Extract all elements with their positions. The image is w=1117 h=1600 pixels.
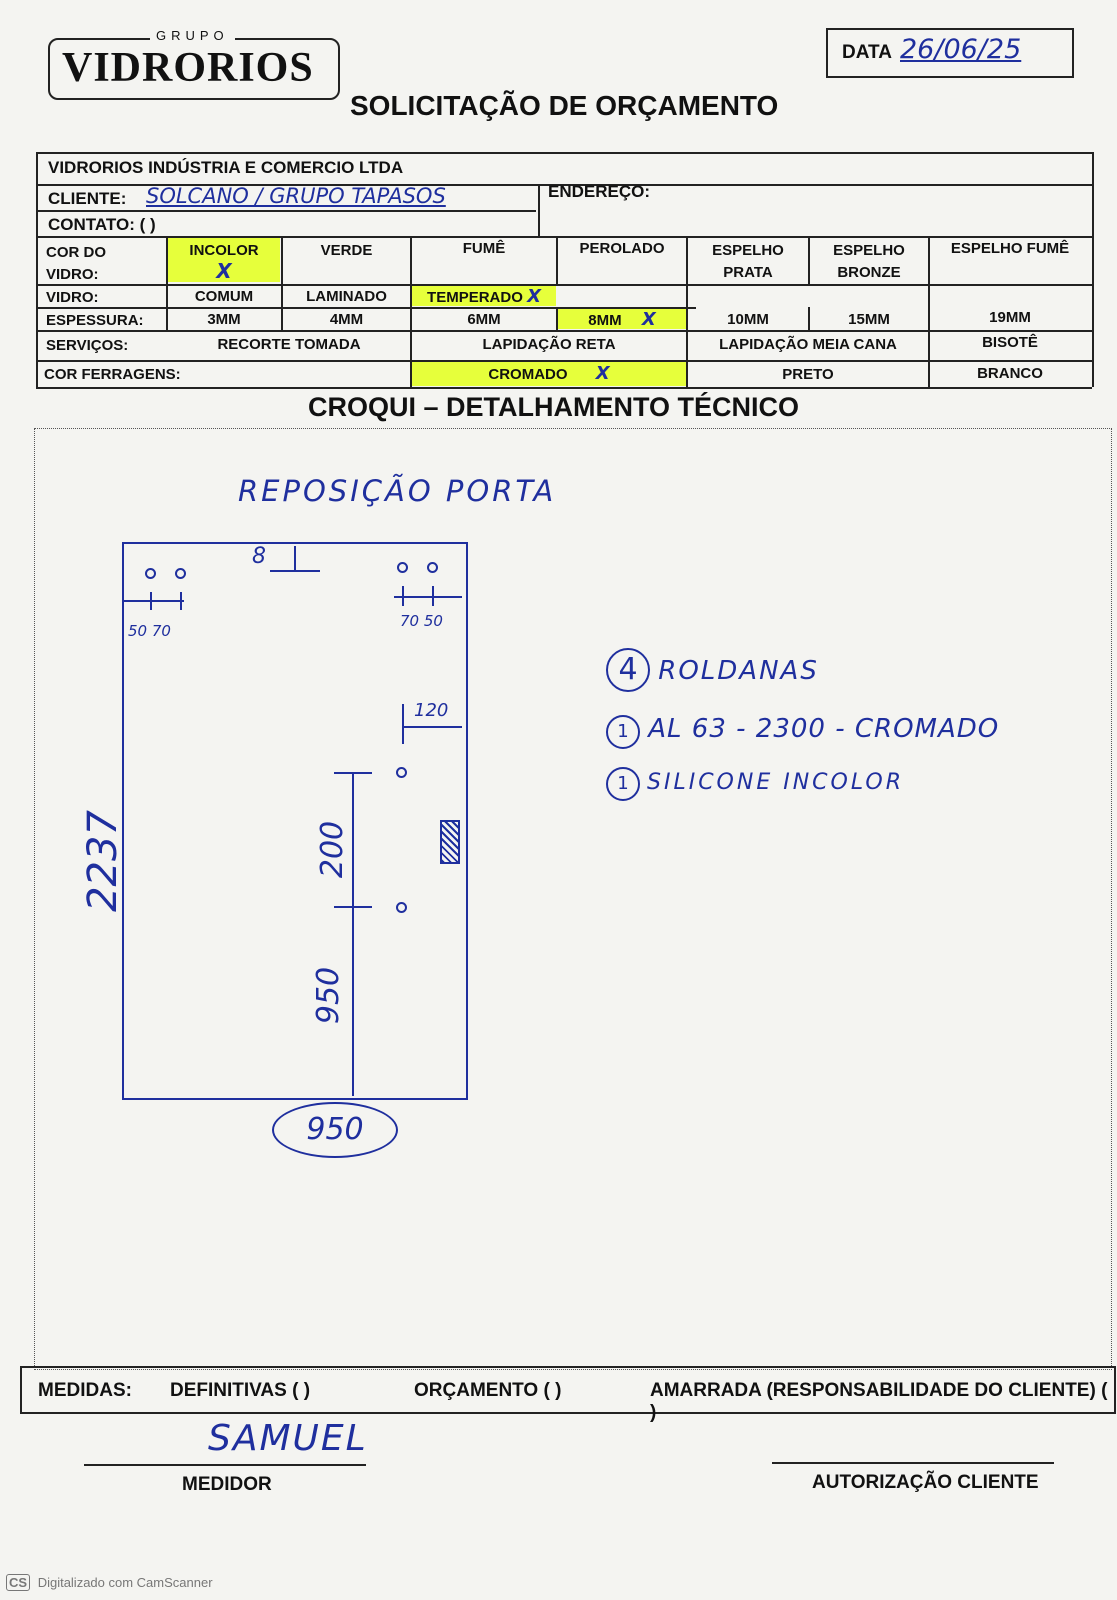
- glass-color-espelho-bronze: ESPELHO BRONZE: [833, 242, 905, 281]
- client-value: SOLCANO / GRUPO TAPASOS: [146, 184, 446, 208]
- logo-name: VIDRORIOS: [62, 45, 314, 91]
- thickness-19mm: 19MM: [989, 309, 1031, 326]
- hole: [397, 562, 408, 573]
- camscanner-icon: CS: [6, 1574, 30, 1591]
- services-label: SERVIÇOS:: [46, 337, 129, 354]
- glass-color-fume: FUMÊ: [462, 240, 506, 257]
- measures-definitive: DEFINITIVAS ( ): [170, 1380, 311, 1401]
- note-qty: 1: [606, 767, 640, 801]
- hole-right-dims: 70 50: [400, 612, 443, 630]
- logo-group: GRUPO: [150, 28, 235, 43]
- top-mark: 8: [252, 544, 266, 569]
- handle-icon: [440, 820, 460, 864]
- width-dim: 950: [272, 1102, 398, 1158]
- date-label: DATA: [842, 42, 892, 63]
- check-mark-icon: X: [527, 286, 541, 307]
- glass-color-incolor: INCOLOR X: [168, 238, 280, 282]
- sketch-heading: REPOSIÇÃO PORTA: [238, 474, 557, 508]
- signature: SAMUEL: [208, 1418, 368, 1459]
- glass-type-comum: COMUM: [194, 288, 254, 305]
- hole: [175, 568, 186, 579]
- thickness-4mm: 4MM: [329, 311, 364, 328]
- service-lapidacao-meia-cana: LAPIDAÇÃO MEIA CANA: [719, 336, 897, 353]
- glass-color-verde: VERDE: [320, 242, 373, 259]
- service-lapidacao-reta: LAPIDAÇÃO RETA: [482, 336, 616, 353]
- dim-950-vertical: 950: [311, 966, 347, 1025]
- hole: [396, 902, 407, 913]
- note-item: [606, 648, 999, 692]
- thickness-10mm: 10MM: [727, 311, 769, 328]
- measurer-label: MEDIDOR: [182, 1474, 272, 1495]
- glass-color-perolado: PEROLADO: [579, 240, 665, 257]
- glass-type-laminado: LAMINADO: [306, 288, 387, 305]
- dim-200: 200: [315, 820, 351, 879]
- check-mark-icon: X: [595, 363, 610, 384]
- measures-tied: AMARRADA (RESPONSABILIDADE DO CLIENTE) ( ): [650, 1380, 1108, 1423]
- thickness-3mm: 3MM: [207, 311, 241, 328]
- glass-color-espelho-prata: ESPELHO PRATA: [712, 242, 784, 281]
- glass-type-temperado: TEMPERADO X: [412, 286, 556, 306]
- logo: [48, 28, 340, 100]
- hole-left-dims: 50 70: [128, 622, 171, 640]
- contact-label: CONTATO: ( ): [48, 215, 156, 234]
- note-text: SILICONE INCOLOR: [647, 770, 905, 795]
- note-qty: 4: [606, 648, 650, 692]
- hardware-branco: BRANCO: [977, 365, 1043, 382]
- measures-box: [20, 1366, 1116, 1423]
- hole: [427, 562, 438, 573]
- glass-color-label: COR DO VIDRO:: [46, 244, 106, 283]
- address-label: ENDEREÇO:: [548, 182, 651, 201]
- date-value: 26/06/25: [900, 34, 1022, 65]
- note-qty: 1: [606, 715, 640, 749]
- hardware-cromado: CROMADO X: [412, 362, 686, 386]
- hardware-preto: PRETO: [782, 366, 834, 383]
- thickness-6mm: 6MM: [467, 311, 501, 328]
- thickness-15mm: 15MM: [848, 311, 890, 328]
- measures-label: MEDIDAS:: [38, 1380, 132, 1401]
- glass-color-espelho-fume: ESPELHO FUMÊ: [950, 240, 1070, 257]
- note-item: [606, 767, 999, 801]
- thickness-8mm: 8MM X: [558, 309, 686, 329]
- note-text: ROLDANAS: [658, 656, 819, 686]
- company-name: VIDRORIOS INDÚSTRIA E COMERCIO LTDA: [48, 158, 404, 177]
- date-box: [826, 28, 1074, 78]
- page-title: SOLICITAÇÃO DE ORÇAMENTO: [350, 90, 779, 121]
- service-bisote: BISOTÊ: [982, 334, 1038, 351]
- hardware-label: COR FERRAGENS:: [44, 366, 181, 383]
- check-mark-icon: X: [216, 259, 232, 283]
- hole: [396, 767, 407, 778]
- check-mark-icon: X: [641, 309, 656, 330]
- authorization-label: AUTORIZAÇÃO CLIENTE: [812, 1472, 1039, 1493]
- glass-label: VIDRO:: [46, 289, 99, 306]
- client-label: CLIENTE:: [48, 189, 127, 208]
- dim-120: 120: [414, 700, 449, 721]
- scanner-text: Digitalizado com CamScanner: [37, 1575, 213, 1590]
- height-dim: 2237: [79, 810, 126, 912]
- note-text: AL 63 - 2300 - CROMADO: [648, 714, 1000, 744]
- sketch-notes: [606, 648, 999, 801]
- thickness-label: ESPESSURA:: [46, 312, 144, 329]
- hole: [145, 568, 156, 579]
- sketch-title: CROQUI – DETALHAMENTO TÉCNICO: [308, 392, 800, 422]
- service-recorte-tomada: RECORTE TOMADA: [217, 336, 361, 353]
- note-item: [606, 714, 999, 749]
- measures-budget: ORÇAMENTO ( ): [414, 1380, 562, 1401]
- scanner-watermark: [6, 1574, 213, 1591]
